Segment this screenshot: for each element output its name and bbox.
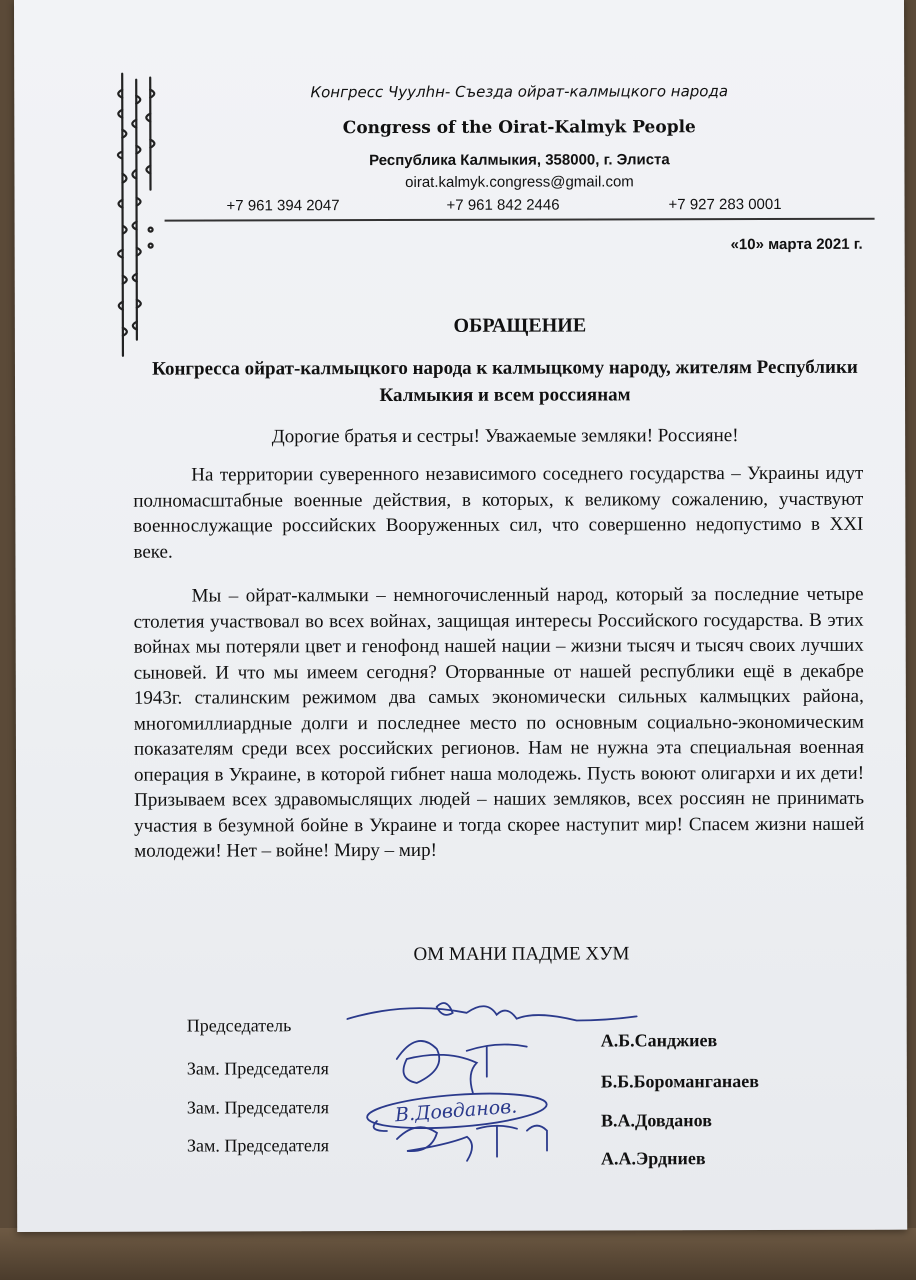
- wooden-table: [0, 1228, 916, 1280]
- phone-1: +7 961 394 2047: [226, 197, 340, 215]
- signatory-role-3: Зам. Председателя: [186, 1097, 330, 1118]
- paragraph-1: На территории суверенного независимого соседнего государства – Украины идут полномасштабные военные действия, в которых, к великому сожалению, участвуют военнослужащие российских Вооруженных сил, что совершенно недопустимо в XXI веке.: [133, 462, 864, 563]
- mantra: ОМ МАНИ ПАДМЕ ХУМ: [413, 943, 630, 965]
- signatory-name-1: А.Б.Санджиев: [600, 1030, 718, 1051]
- greeting: Дорогие братья и сестры! Уважаемые земляки! Россияне!: [271, 425, 739, 448]
- document-title: ОБРАЩЕНИЕ: [453, 314, 587, 337]
- signatory-role-4: Зам. Председателя: [186, 1135, 330, 1156]
- signatory-name-3: В.А.Довданов: [600, 1110, 712, 1131]
- org-address: Республика Калмыкия, 358000, г. Элиста: [369, 151, 670, 170]
- letter-page: [14, 0, 907, 1232]
- handwritten-signatures: [347, 998, 647, 1169]
- paragraph-2: Мы – ойрат-калмыки – немногочисленный народ, который за последние четыре столетия участвовал во всех войнах, защищая интересы Российского государства. В этих войнах мы потеряли цвет и генофонд нашей нации – жизни тысяч и тысяч своих лучших сыновей. И что мы имеем сегодня? Оторванные от нашей республики ещё в декабре 1943г. сталинским режимом два самых экономически сильных калмыцких района, многомиллиардные долги и последнее место по основным социально-экономическим показателям среди всех российских регионов. Нам не нужна эта специальная военная операция в Украине, в которой гибнет наша молодежь. Пусть воюют олигархи и их дети! Призываем всех здравомыслящих людей – наших земляков, всех россиян не принимать участия в безумной бойне в Украине и тогда скорее наступит мир! Спасем жизни нашей молодежи! Нет – войне! Миру – мир!: [133, 583, 865, 862]
- signatory-name-2: Б.Б.Бороманганаев: [600, 1071, 759, 1092]
- letter-date: «10» марта 2021 г.: [730, 235, 863, 254]
- signatory-name-4: А.А.Эрдниев: [601, 1148, 706, 1169]
- org-name-ru: Конгресс Чуулһн- Съезда ойрат-калмыцкого народа: [310, 82, 729, 102]
- document-subtitle: Конгресса ойрат-калмыцкого народа к калмыцкому народу, жителям Республики Калмыкия и всем россиянам: [152, 356, 858, 407]
- org-email: oirat.kalmyk.congress@gmail.com: [405, 173, 634, 191]
- signatory-role-1: Председатель: [186, 1015, 292, 1036]
- org-name-en: Congress of the Oirat-Kalmyk People: [342, 117, 696, 139]
- signature-text: В.Довданов.: [394, 1095, 518, 1127]
- signatory-role-2: Зам. Председателя: [186, 1058, 329, 1079]
- phone-3: +7 927 283 0001: [668, 195, 782, 214]
- phone-2: +7 961 842 2446: [446, 196, 560, 214]
- header-divider: [165, 218, 875, 222]
